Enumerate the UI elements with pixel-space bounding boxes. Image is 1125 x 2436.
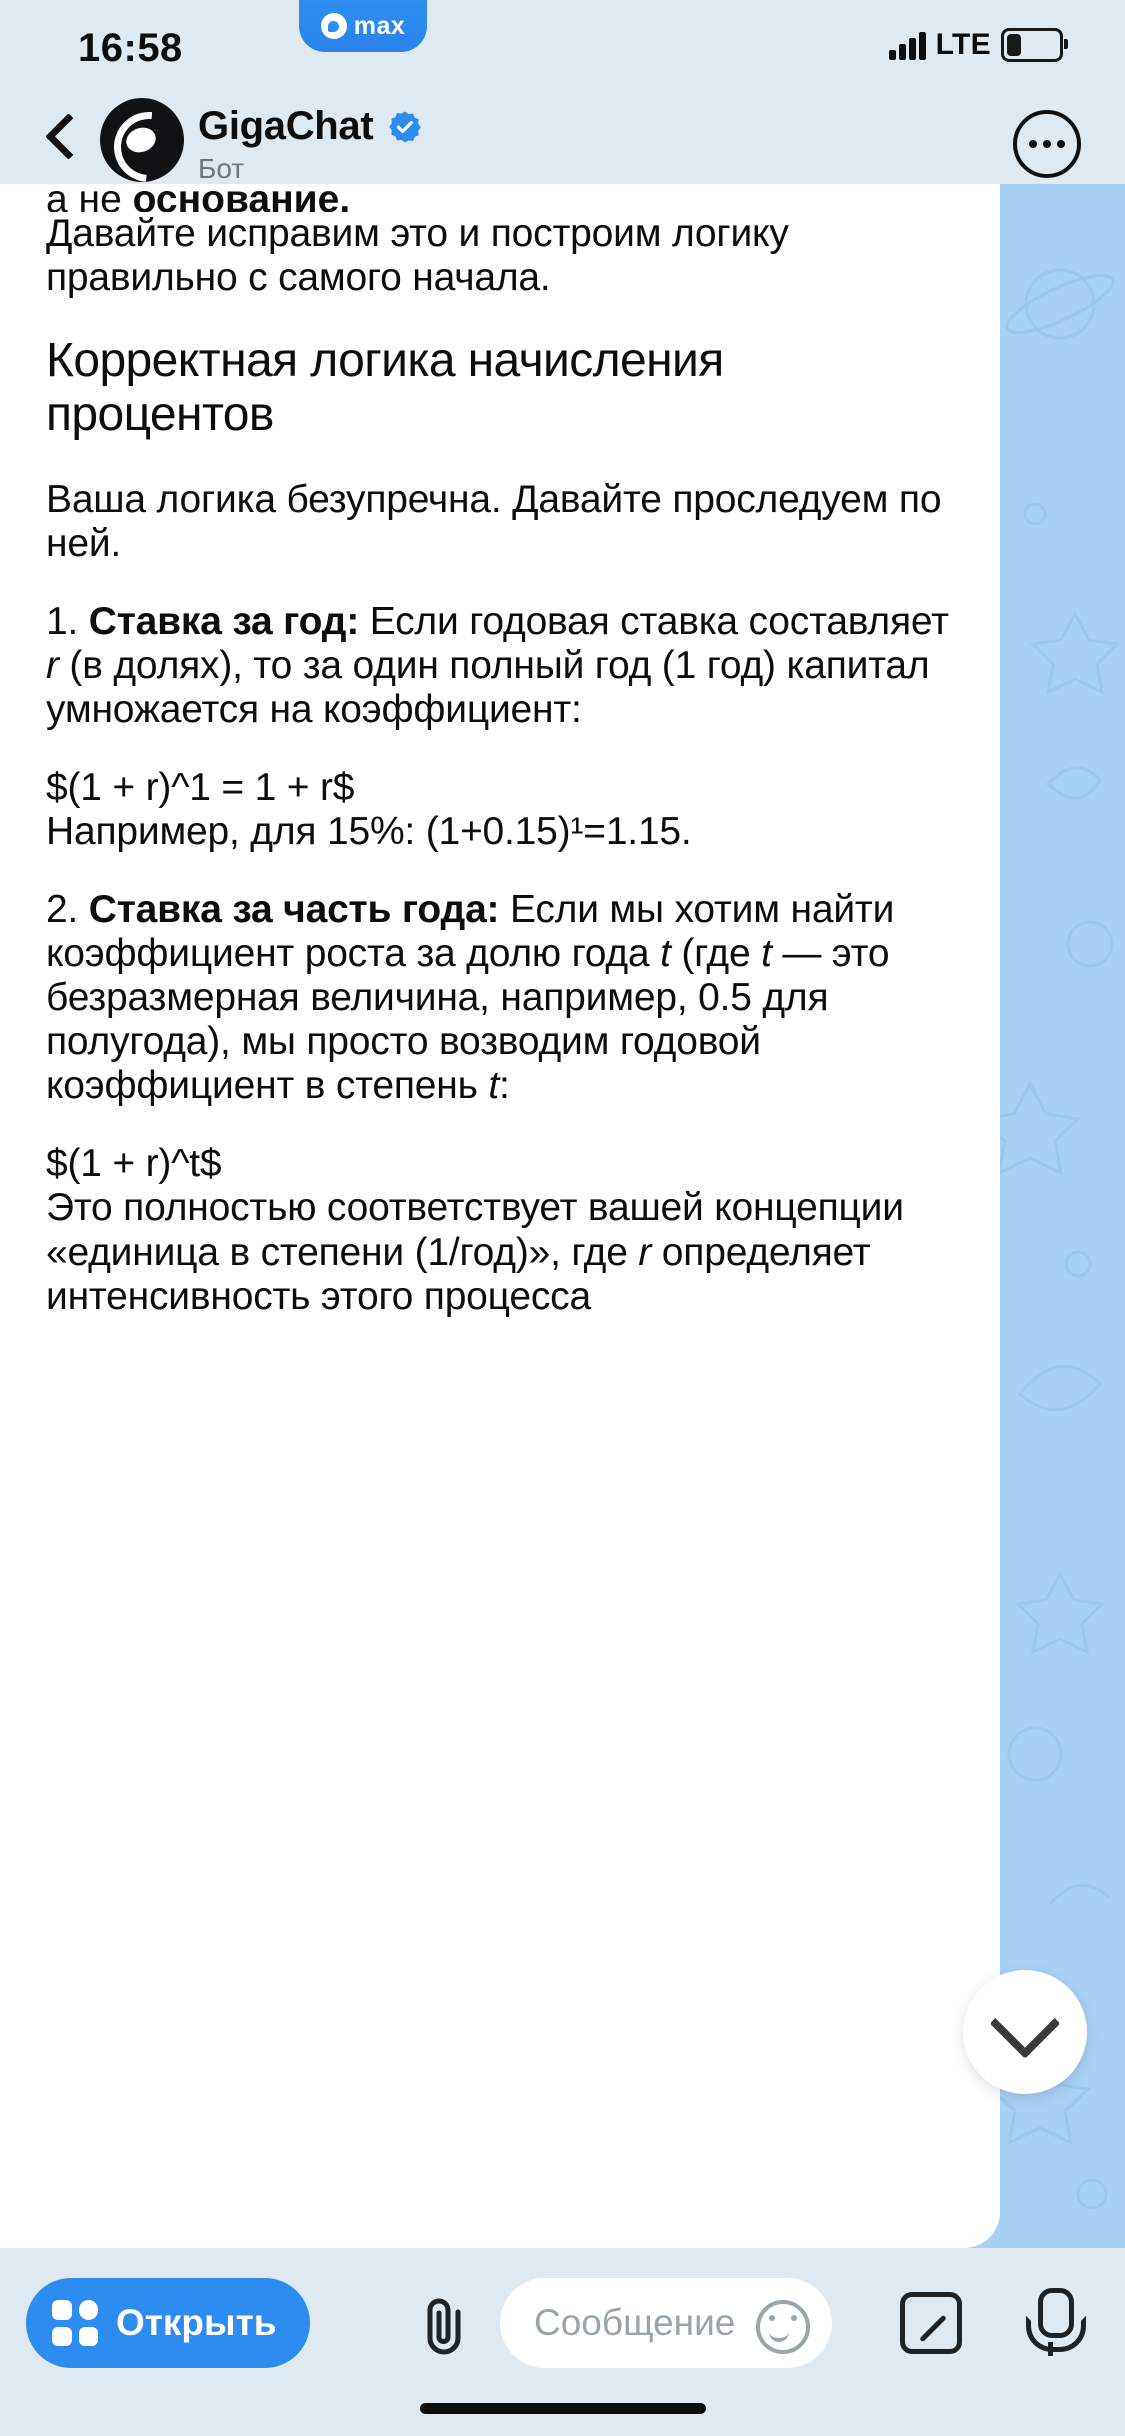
list-item-1-label: Ставка за год: (88, 599, 360, 643)
apps-grid-icon (52, 2300, 98, 2346)
avatar[interactable] (100, 98, 184, 182)
example-1: Например, для 15%: (1+0.15)¹=1.15. (46, 810, 692, 853)
chevron-down-icon (990, 1988, 1061, 2059)
clipped-top-line (46, 184, 954, 212)
message-heading: Корректная логика начисления процентов (46, 334, 724, 441)
list-item-2-text-a: Если мы хотим найти коэффициент роста за долю года (46, 888, 895, 976)
voice-record-button[interactable] (1022, 2288, 1080, 2358)
list-item-2-variable-r: r (638, 1230, 652, 1274)
open-apps-button[interactable] (26, 2278, 310, 2368)
message-text (46, 212, 954, 1319)
list-item-2-text-b: (где (670, 932, 762, 976)
bubble-bottom-fade (0, 2208, 1000, 2248)
list-item-2-text-d: : (499, 1064, 510, 1108)
list-item-2-tail-b: определяет (651, 1230, 871, 1274)
list-item-2-number: 2. (46, 888, 89, 932)
message-input[interactable] (500, 2278, 832, 2368)
more-horizontal-icon (1029, 140, 1037, 148)
paragraph-1: Давайте исправим это и построим логику правильно с самого начала. (46, 212, 789, 300)
status-time: 16:58 (78, 26, 183, 70)
paperclip-icon (418, 2296, 474, 2356)
list-item-1-variable: r (46, 643, 59, 687)
list-item-1-text-b: (в долях), то за один полный год (1 год) капитал умножается на коэффициент: (46, 643, 930, 731)
draw-button[interactable] (900, 2292, 962, 2354)
back-button[interactable] (40, 110, 96, 170)
signal-strength-icon (889, 30, 926, 60)
chevron-left-icon (45, 113, 92, 160)
clipped-bottom-line: интенсивность этого процесса (46, 1274, 591, 1318)
list-item-1 (46, 600, 954, 732)
smiley-icon[interactable] (756, 2300, 810, 2354)
pencil-square-icon (900, 2292, 962, 2354)
attach-button[interactable] (418, 2296, 474, 2356)
status-indicators (889, 28, 1063, 62)
list-item-2-variable-t2: t (761, 932, 772, 976)
clipped-top-plain: а не (46, 184, 133, 212)
list-item-2-text-c: — это безразмерная величина, например, 0.5 для полугода), мы просто возводим годовой коэффициент в степень (46, 932, 890, 1108)
clipped-top-bold: основание. (132, 184, 351, 212)
formula-2: $(1 + r)^t$ (46, 1142, 222, 1186)
header-title-block[interactable] (198, 104, 698, 185)
chat-header (0, 96, 1125, 184)
open-apps-label: Открыть (116, 2302, 277, 2343)
list-item-2-tail (46, 1186, 954, 1274)
message-bubble (0, 184, 1000, 2248)
verified-badge-icon (388, 110, 422, 144)
app-pill-max (299, 0, 427, 52)
chat-subtitle: Бот (198, 153, 245, 184)
status-bar (0, 0, 1125, 96)
list-item-2-variable-t3: t (488, 1064, 500, 1108)
home-indicator (420, 2403, 706, 2414)
network-type-label: LTE (935, 28, 991, 61)
list-item-2-tail-a: Это полностью соответствует вашей концепции «единица в степени (1/год)», где (46, 1186, 904, 1274)
formula-1: $(1 + r)^1 = 1 + r$ (46, 765, 355, 809)
message-input-placeholder: Сообщение (534, 2302, 736, 2343)
app-pill-label: max (353, 11, 406, 40)
max-logo-icon (321, 13, 347, 39)
more-options-button[interactable] (1013, 110, 1081, 178)
list-item-1-number: 1. (46, 599, 89, 643)
list-item-2-label: Ставка за часть года: (88, 888, 500, 932)
scroll-to-bottom-button[interactable] (963, 1970, 1087, 2094)
list-item-1-text-a: Если годовая ставка составляет (359, 599, 949, 643)
list-item-2-variable-t: t (660, 932, 671, 976)
list-item-2 (46, 888, 954, 1108)
page-title: GigaChat (198, 104, 374, 148)
battery-icon (1001, 28, 1063, 62)
paragraph-2: Ваша логика безупречна. Давайте проследуем по ней. (46, 477, 942, 565)
